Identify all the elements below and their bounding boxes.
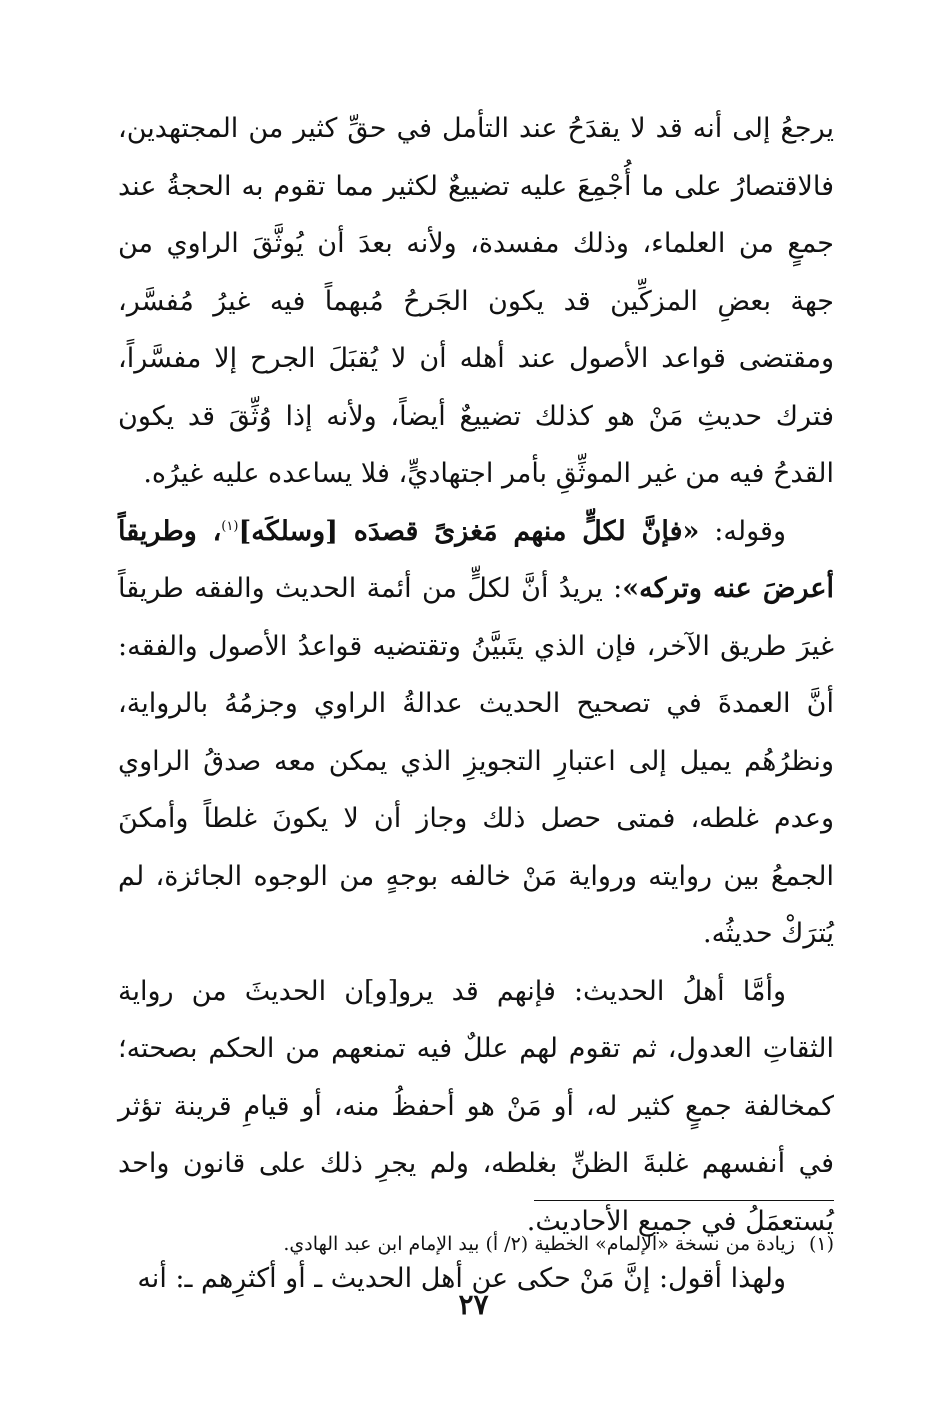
footnote-separator: [534, 1200, 834, 1201]
quoted-phrase-2: ، وطريقاً أعرضَ عنه وتركه»: [118, 515, 835, 604]
paragraph-2-text: : يريدُ أنَّ لكلٍّ من أئمة الحديث والفقه طريقاً غيرَ طريق الآخر، فإن الذي يتَبيَّنُ وتقتضيه قواعدُ الأصول والفقه: أنَّ العمدةَ في تصحيح الحديث عدالةُ الراوي وجزمُهُ بالرواية، ونظرُهُم يميل إلى اعتبارِ التجويزِ الذي يمكن معه صدقُ الراوي وعدم غلطه، فمتى حصل ذلك وجاز أن لا يكونَ غلطاً وأمكنَ الجمعُ بين روايته ورواية مَنْ خالفه بوجهٍ من الوجوه الجائزة، لم يُترَكْ حديثُه.: [118, 573, 834, 949]
footnote-number: (١): [808, 1233, 834, 1255]
paragraph-1-text: يرجعُ إلى أنه قد لا يقدَحُ عند التأمل في حقِّ كثير من المجتهدين، فالاقتصارُ على ما أُجْمِعَ عليه تضييعٌ لكثير مما تقوم به الحجةُ عند جمعٍ من العلماء، وذلك مفسدة، ولأنه بعدَ أن يُوثَّقَ الراوي من جهة بعضِ المزكِّين قد يكون الجَرحُ مُبهماً فيه غيرُ مُفسَّر، ومقتضى قواعد الأصول عند أهله أن لا يُقبَلَ الجرح إلا مفسَّراً، فترك حديثِ مَنْ هو كذلك تضييعٌ أيضاً، ولأنه إذا وُثِّقَ قد يكون القدحُ فيه من غير الموثِّقِ بأمر اجتهاديٍّ، فلا يساعده عليه غيرُه.: [118, 113, 834, 489]
paragraph-1: [118, 100, 834, 503]
footnote: [118, 1226, 834, 1262]
footnote-text: زيادة من نسخة «الإلمام» الخطية (٢/ أ) بيد الإمام ابن عبد الهادي.: [283, 1233, 795, 1255]
main-text: [118, 100, 834, 1308]
paragraph-3-text: وأمَّا أهلُ الحديث: فإنهم قد يرو[و]ن الحديثَ من رواية الثقاتِ العدول، ثم تقوم لهم عللٌ فيه تمنعهم من الحكم بصحته؛ كمخالفة جمعٍ كثير له، أو مَنْ هو أحفظُ منه، أو قيامِ قرينة تؤثر في أنفسهم غلبةَ الظنِّ بغلطه، ولم يجرِ ذلك على قانون واحد يُستعمَلُ في جميع الأحاديث.: [118, 975, 834, 1237]
paragraph-3: [118, 963, 834, 1251]
paragraph-2: [118, 503, 834, 963]
footnote-reference: (١): [221, 518, 239, 534]
quoted-phrase-1: «فإنَّ لكلٍّ منهم مَغزىً قصدَه [وسلكَه]: [238, 515, 700, 547]
paragraph-4-text: ولهذا أقول: إنَّ مَنْ حكى عن أهل الحديث ـ أو أكثرِهم ـ: أنه: [137, 1263, 786, 1294]
paragraph-2-lead: وقوله:: [699, 515, 786, 547]
page-number: ٢٧: [458, 1288, 489, 1321]
